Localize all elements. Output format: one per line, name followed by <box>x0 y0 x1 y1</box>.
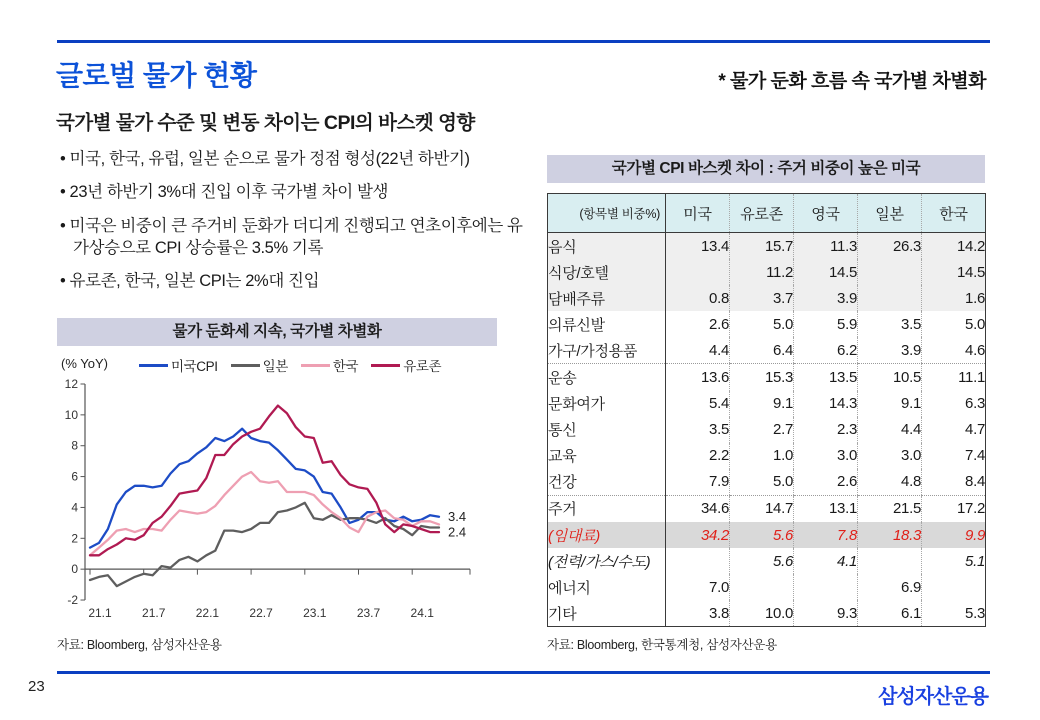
legend-item <box>231 355 288 375</box>
cell-value: 9.9 <box>922 522 986 548</box>
table-row <box>548 600 986 627</box>
cell-value: 5.0 <box>922 311 986 337</box>
cell-value: 15.3 <box>730 364 794 391</box>
table-head <box>548 194 986 233</box>
series-end-label: 2.4 <box>448 524 467 540</box>
table-row <box>548 522 986 548</box>
series-line-유로존 <box>90 406 439 556</box>
cell-value: 3.9 <box>794 285 858 311</box>
legend-item <box>139 355 218 375</box>
cell-value <box>858 285 922 311</box>
cell-value: 3.0 <box>794 443 858 469</box>
table-country-header: 유로존 <box>730 194 794 233</box>
table-title: 국가별 CPI 바스켓 차이 : 주거 비중이 높은 미국 <box>547 155 985 183</box>
y-tick-label: 4 <box>71 500 78 515</box>
cell-value: 3.9 <box>858 337 922 364</box>
row-label: 기타 <box>548 605 577 623</box>
cell-value: 4.4 <box>666 337 730 364</box>
y-tick-label: -2 <box>67 593 78 608</box>
table-row <box>548 443 986 469</box>
cell-value: 34.2 <box>666 522 730 548</box>
cell-value: 7.4 <box>922 443 986 469</box>
bullet-item: • 23년 하반기 3%대 진입 이후 국가별 차이 발생 <box>60 183 389 202</box>
table-country-header: 영국 <box>794 194 858 233</box>
cell-value: 1.0 <box>730 443 794 469</box>
row-label: 음식 <box>548 233 666 260</box>
x-tick-label: 24.1 <box>410 606 434 620</box>
cell-value: 10.5 <box>858 364 922 391</box>
row-label: (전력/가스/수도) <box>548 553 651 571</box>
top-rule <box>57 40 990 43</box>
legend-label: 한국 <box>332 359 359 374</box>
row-label: 건강 <box>548 469 666 496</box>
cell-value: 34.6 <box>666 495 730 522</box>
cell-value: 11.2 <box>730 259 794 285</box>
cell-value: 5.4 <box>666 391 730 417</box>
chart-panel <box>57 318 497 624</box>
row-label: 운송 <box>548 370 577 388</box>
cell-value: 5.6 <box>730 548 794 574</box>
x-tick-label: 23.1 <box>303 606 327 620</box>
table-row <box>548 469 986 496</box>
chart-legend <box>139 355 441 375</box>
table-row <box>548 364 986 391</box>
cell-value <box>922 574 986 600</box>
cell-value: 2.7 <box>730 417 794 443</box>
cell-value: 17.2 <box>922 495 986 522</box>
row-label: 교육 <box>548 448 577 466</box>
legend-label: 미국CPI <box>171 359 218 374</box>
cell-value: 14.3 <box>794 391 858 417</box>
cell-value: 11.1 <box>922 364 986 391</box>
table-country-header: 미국 <box>666 194 730 233</box>
y-tick-label: 0 <box>71 562 78 577</box>
cell-value: 8.4 <box>922 469 986 496</box>
cell-value <box>858 259 922 285</box>
x-tick-label: 22.7 <box>249 606 273 620</box>
y-tick-label: 2 <box>71 531 78 546</box>
row-label: 의류신발 <box>548 316 605 334</box>
cell-value: 3.5 <box>858 311 922 337</box>
cell-value: 13.1 <box>794 495 858 522</box>
chart-legend-row <box>57 346 497 379</box>
cell-value <box>730 574 794 600</box>
cell-value: 14.2 <box>922 233 986 260</box>
x-tick-label: 22.1 <box>195 606 220 620</box>
cell-value: 4.1 <box>794 548 858 574</box>
row-label: 주거 <box>548 501 577 519</box>
cell-value: 3.5 <box>666 417 730 443</box>
cell-value: 6.2 <box>794 337 858 364</box>
table-row <box>548 495 986 522</box>
series-line-일본 <box>90 503 439 586</box>
cell-value: 3.0 <box>858 443 922 469</box>
table-panel <box>547 155 985 627</box>
chart-source: 자료: Bloomberg, 삼성자산운용 <box>57 638 222 652</box>
table-row <box>548 417 986 443</box>
y-tick-label: 10 <box>64 407 78 422</box>
x-tick-label: 21.1 <box>88 606 112 620</box>
bullet-item: • 유로존, 한국, 일본 CPI는 2%대 진입 <box>60 272 320 291</box>
row-label: (임대료) <box>548 522 666 548</box>
cell-value: 26.3 <box>858 233 922 260</box>
cell-value: 2.6 <box>794 469 858 496</box>
cell-value: 9.3 <box>794 600 858 627</box>
table-row <box>548 259 986 285</box>
table-source: 자료: Bloomberg, 한국통계청, 삼성자산운용 <box>547 638 777 652</box>
table-row <box>548 285 986 311</box>
cell-value: 7.9 <box>666 469 730 496</box>
cell-value: 4.8 <box>858 469 922 496</box>
subtitle: 국가별 물가 수준 및 변동 차이는 CPI의 바스켓 영향 <box>56 112 475 134</box>
cell-value: 9.1 <box>858 391 922 417</box>
legend-line-swatch <box>231 364 260 367</box>
series-line-한국 <box>90 472 439 555</box>
cell-value <box>794 574 858 600</box>
cell-value: 9.1 <box>730 391 794 417</box>
legend-item <box>301 355 358 375</box>
cell-value: 1.6 <box>922 285 986 311</box>
legend-line-swatch <box>139 364 168 367</box>
cell-value: 6.4 <box>730 337 794 364</box>
row-label: 가구/가정용품 <box>548 337 666 364</box>
cell-value: 3.7 <box>730 285 794 311</box>
bullet-item: • 미국, 한국, 유럽, 일본 순으로 물가 정점 형성(22년 하반기) <box>60 150 470 168</box>
row-label: 담배주류 <box>548 285 666 311</box>
table-country-header: 일본 <box>858 194 922 233</box>
cell-value: 5.9 <box>794 311 858 337</box>
cpi-basket-table <box>547 193 986 627</box>
cell-value: 2.6 <box>666 311 730 337</box>
table-row <box>548 391 986 417</box>
legend-line-swatch <box>371 364 400 367</box>
cell-value: 3.8 <box>666 600 730 627</box>
row-label: 식당/호텔 <box>548 259 666 285</box>
y-tick-label: 8 <box>71 438 78 453</box>
table-row <box>548 337 986 364</box>
legend-label: 유로존 <box>403 359 442 374</box>
cell-value: 14.5 <box>794 259 858 285</box>
cell-value: 5.0 <box>730 311 794 337</box>
cell-value: 5.1 <box>922 548 986 574</box>
cell-value: 4.4 <box>858 417 922 443</box>
cell-value: 14.5 <box>922 259 986 285</box>
cell-value: 2.3 <box>794 417 858 443</box>
cell-value: 6.3 <box>922 391 986 417</box>
cell-value: 18.3 <box>858 522 922 548</box>
table-row <box>548 574 986 600</box>
cell-value <box>666 259 730 285</box>
cell-value: 13.5 <box>794 364 858 391</box>
page-number: 23 <box>28 678 45 695</box>
chart-title: 물가 둔화세 지속, 국가별 차별화 <box>57 318 497 346</box>
bullet-list <box>60 148 528 303</box>
page-title: 글로벌 물가 현황 <box>56 60 257 91</box>
table-country-header: 한국 <box>922 194 986 233</box>
cell-value: 0.8 <box>666 285 730 311</box>
cell-value: 15.7 <box>730 233 794 260</box>
cell-value: 21.5 <box>858 495 922 522</box>
cell-value: 10.0 <box>730 600 794 627</box>
row-label: 문화여가 <box>548 396 605 414</box>
row-label: 통신 <box>548 422 577 440</box>
table-corner-cell: (항목별 비중%) <box>548 194 666 233</box>
cell-value: 5.3 <box>922 600 986 627</box>
table-row <box>548 233 986 260</box>
table-row <box>548 311 986 337</box>
cell-value: 14.7 <box>730 495 794 522</box>
company-logo: 삼성자산운용 <box>878 686 988 708</box>
cell-value: 11.3 <box>794 233 858 260</box>
y-tick-label: 6 <box>71 469 78 484</box>
cell-value: 2.2 <box>666 443 730 469</box>
table-row <box>548 548 986 574</box>
cell-value: 13.4 <box>666 233 730 260</box>
cell-value: 6.9 <box>858 574 922 600</box>
series-end-label: 3.4 <box>448 509 467 525</box>
cell-value <box>666 548 730 574</box>
row-label: 에너지 <box>548 579 591 597</box>
bottom-rule <box>57 671 990 674</box>
cpi-line-chart <box>57 379 497 624</box>
y-tick-label: 12 <box>64 377 78 391</box>
x-tick-label: 21.7 <box>142 606 166 620</box>
legend-label: 일본 <box>262 359 288 374</box>
cell-value: 6.1 <box>858 600 922 627</box>
cell-value: 5.0 <box>730 469 794 496</box>
header-note: * 물가 둔화 흐름 속 국가별 차별화 <box>718 71 986 92</box>
cell-value: 13.6 <box>666 364 730 391</box>
cell-value: 4.6 <box>922 337 986 364</box>
chart-unit-label: (% YoY) <box>61 356 108 371</box>
table-body <box>548 233 986 627</box>
cell-value: 7.8 <box>794 522 858 548</box>
cell-value: 7.0 <box>666 574 730 600</box>
legend-item <box>371 355 441 375</box>
cell-value: 4.7 <box>922 417 986 443</box>
cell-value: 5.6 <box>730 522 794 548</box>
x-tick-label: 23.7 <box>356 606 381 620</box>
cell-value <box>858 548 922 574</box>
bullet-item: • 미국은 비중이 큰 주거비 둔화가 더디게 진행되고 연초이후에는 유가상승으로 CPI 상승률은 3.5% 기록 <box>60 216 523 257</box>
legend-line-swatch <box>301 364 330 367</box>
